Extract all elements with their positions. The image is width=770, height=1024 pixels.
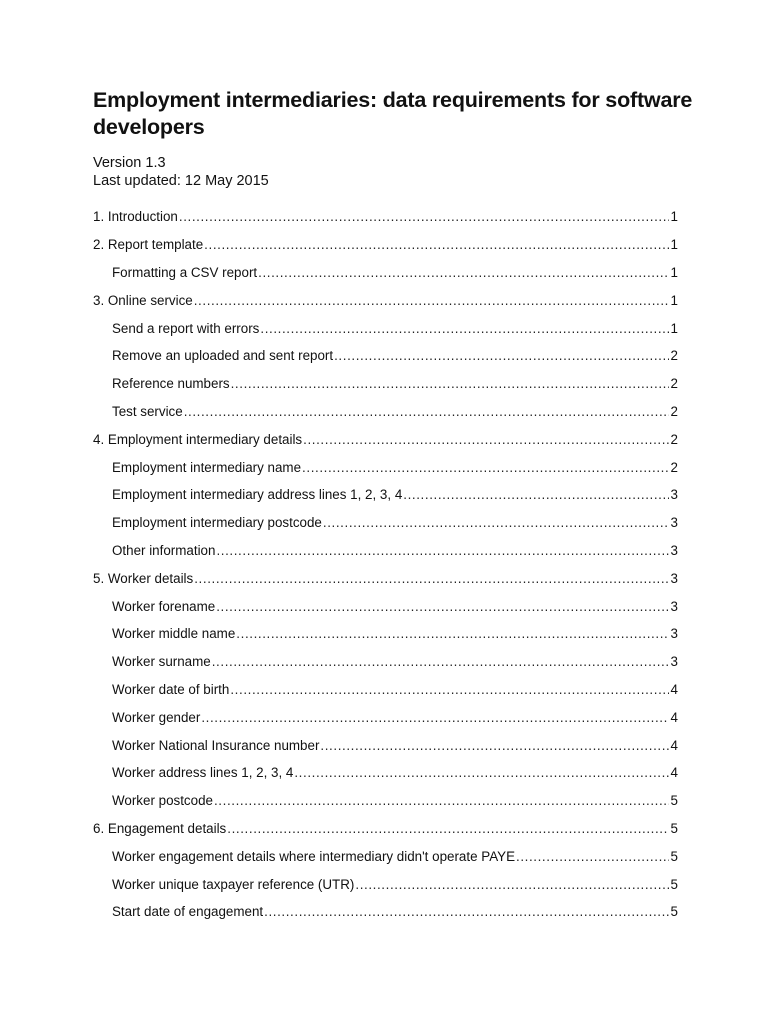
toc-dot-leader — [323, 515, 669, 530]
toc-dot-leader — [216, 599, 669, 614]
toc-entry-row — [112, 793, 678, 808]
toc-entry-label: Worker date of birth — [112, 681, 230, 697]
toc-page-number: 4 — [670, 681, 678, 697]
toc-entry-label: 4. Employment intermediary details — [93, 431, 303, 447]
toc-page-number: 3 — [670, 515, 678, 531]
toc-entry-row — [93, 571, 678, 586]
toc-subsection-link[interactable] — [0, 648, 770, 676]
toc-entry-label: Other information — [112, 542, 216, 558]
toc-dot-leader — [201, 710, 669, 725]
toc-entry-row — [112, 710, 678, 725]
toc-page-number: 1 — [670, 320, 678, 336]
toc-entry-label: Worker address lines 1, 2, 3, 4 — [112, 765, 294, 781]
toc-entry-row — [112, 543, 678, 558]
toc-dot-leader — [260, 321, 669, 336]
toc-section-link[interactable] — [0, 286, 770, 314]
toc-page-number: 3 — [670, 570, 678, 586]
toc-page-number: 4 — [670, 765, 678, 781]
toc-dot-leader — [264, 904, 669, 919]
toc-subsection-link[interactable] — [0, 481, 770, 509]
document-meta — [93, 154, 269, 190]
toc-subsection-link[interactable] — [0, 537, 770, 565]
toc-entry-row — [93, 209, 678, 224]
toc-dot-leader — [516, 849, 669, 864]
document-title: Employment intermediaries: data requirements for software developers — [93, 88, 693, 139]
last-updated-text: Last updated: 12 May 2015 — [93, 173, 269, 189]
toc-entry-label: Worker unique taxpayer reference (UTR) — [112, 876, 355, 892]
toc-subsection-link[interactable] — [0, 259, 770, 287]
toc-page-number: 2 — [670, 348, 678, 364]
toc-subsection-link[interactable] — [0, 453, 770, 481]
toc-subsection-link[interactable] — [0, 342, 770, 370]
toc-subsection-link[interactable] — [0, 398, 770, 426]
toc-section-link[interactable] — [0, 564, 770, 592]
toc-entry-row — [112, 599, 678, 614]
toc-subsection-link[interactable] — [0, 509, 770, 537]
toc-dot-leader — [204, 237, 669, 252]
toc-entry-row — [93, 432, 678, 447]
toc-entry-label: Worker middle name — [112, 626, 236, 642]
toc-entry-label: Worker postcode — [112, 793, 213, 809]
toc-entry-row — [112, 682, 678, 697]
toc-dot-leader — [214, 793, 669, 808]
toc-dot-leader — [294, 765, 669, 780]
toc-entry-label: Employment intermediary name — [112, 459, 302, 475]
toc-page-number: 3 — [670, 654, 678, 670]
toc-dot-leader — [236, 626, 669, 641]
toc-entry-label: Worker National Insurance number — [112, 737, 320, 753]
toc-entry-label: 5. Worker details — [93, 570, 194, 586]
toc-entry-label: Send a report with errors — [112, 320, 260, 336]
toc-entry-label: Worker gender — [112, 709, 201, 725]
toc-page-number: 4 — [670, 709, 678, 725]
toc-entry-row — [112, 877, 678, 892]
toc-subsection-link[interactable] — [0, 842, 770, 870]
toc-entry-label: 2. Report template — [93, 237, 204, 253]
toc-entry-row — [112, 404, 678, 419]
toc-entry-label: 6. Engagement details — [93, 820, 227, 836]
toc-page-number: 5 — [670, 820, 678, 836]
toc-page-number: 3 — [670, 487, 678, 503]
toc-subsection-link[interactable] — [0, 676, 770, 704]
toc-subsection-link[interactable] — [0, 731, 770, 759]
toc-entry-label: Formatting a CSV report — [112, 264, 258, 280]
toc-page-number: 3 — [670, 626, 678, 642]
toc-page-number: 2 — [670, 376, 678, 392]
toc-page-number: 1 — [670, 209, 678, 225]
toc-subsection-link[interactable] — [0, 870, 770, 898]
toc-dot-leader — [194, 293, 669, 308]
toc-page-number: 1 — [670, 237, 678, 253]
toc-entry-label: Reference numbers — [112, 376, 230, 392]
toc-entry-label: Start date of engagement — [112, 904, 264, 920]
toc-entry-row — [112, 765, 678, 780]
toc-dot-leader — [212, 654, 669, 669]
toc-entry-row — [93, 237, 678, 252]
toc-entry-row — [112, 460, 678, 475]
toc-page-number: 1 — [670, 292, 678, 308]
toc-entry-label: Employment intermediary postcode — [112, 515, 322, 531]
toc-dot-leader — [184, 404, 669, 419]
toc-dot-leader — [355, 877, 669, 892]
toc-section-link[interactable] — [0, 231, 770, 259]
toc-subsection-link[interactable] — [0, 314, 770, 342]
toc-page-number: 3 — [670, 542, 678, 558]
toc-dot-leader — [334, 348, 669, 363]
toc-entry-row — [112, 849, 678, 864]
toc-dot-leader — [303, 432, 669, 447]
toc-section-link[interactable] — [0, 203, 770, 231]
toc-entry-row — [112, 904, 678, 919]
toc-page-number: 5 — [670, 793, 678, 809]
toc-dot-leader — [231, 376, 669, 391]
toc-page-number: 2 — [670, 459, 678, 475]
toc-entry-row — [112, 376, 678, 391]
toc-subsection-link[interactable] — [0, 703, 770, 731]
toc-subsection-link[interactable] — [0, 620, 770, 648]
toc-entry-row — [112, 348, 678, 363]
toc-dot-leader — [227, 821, 669, 836]
toc-entry-label: Worker engagement details where intermediary didn't operate PAYE — [112, 848, 515, 864]
toc-page-number: 2 — [670, 431, 678, 447]
toc-subsection-link[interactable] — [0, 898, 770, 926]
toc-subsection-link[interactable] — [0, 787, 770, 815]
toc-section-link[interactable] — [0, 815, 770, 843]
toc-page-number: 4 — [670, 737, 678, 753]
toc-page-number: 1 — [670, 264, 678, 280]
toc-section-link[interactable] — [0, 425, 770, 453]
toc-entry-label: Worker forename — [112, 598, 216, 614]
toc-entry-label: Remove an uploaded and sent report — [112, 348, 334, 364]
toc-entry-row — [93, 293, 678, 308]
toc-entry-row — [112, 321, 678, 336]
toc-entry-row — [93, 821, 678, 836]
toc-dot-leader — [258, 265, 669, 280]
toc-entry-label: 1. Introduction — [93, 209, 178, 225]
toc-entry-row — [112, 487, 678, 502]
toc-dot-leader — [216, 543, 669, 558]
toc-page-number: 2 — [670, 403, 678, 419]
toc-entry-label: Test service — [112, 403, 183, 419]
table-of-contents — [0, 203, 770, 926]
toc-page-number: 5 — [670, 904, 678, 920]
toc-entry-label: Employment intermediary address lines 1, 2, 3, 4 — [112, 487, 403, 503]
toc-subsection-link[interactable] — [0, 370, 770, 398]
toc-dot-leader — [320, 738, 669, 753]
toc-entry-row — [112, 738, 678, 753]
toc-page-number: 3 — [670, 598, 678, 614]
toc-dot-leader — [403, 487, 669, 502]
toc-entry-row — [112, 626, 678, 641]
toc-entry-label: Worker surname — [112, 654, 211, 670]
toc-page-number: 5 — [670, 848, 678, 864]
toc-subsection-link[interactable] — [0, 592, 770, 620]
toc-subsection-link[interactable] — [0, 759, 770, 787]
toc-dot-leader — [179, 209, 669, 224]
toc-dot-leader — [194, 571, 669, 586]
toc-dot-leader — [230, 682, 669, 697]
toc-entry-row — [112, 265, 678, 280]
toc-entry-label: 3. Online service — [93, 292, 193, 308]
toc-entry-row — [112, 515, 678, 530]
toc-entry-row — [112, 654, 678, 669]
toc-page-number: 5 — [670, 876, 678, 892]
toc-dot-leader — [302, 460, 669, 475]
version-text: Version 1.3 — [93, 155, 166, 171]
